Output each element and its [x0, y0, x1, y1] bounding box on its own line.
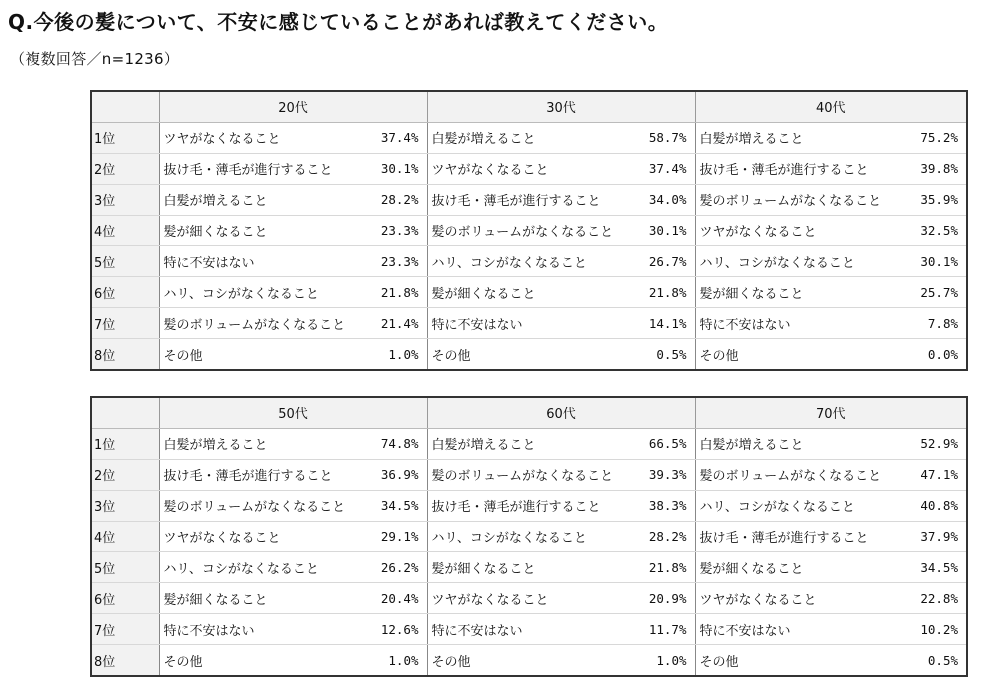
- concern-item: 白髪が増えること: [159, 184, 364, 215]
- table-row: [91, 428, 967, 459]
- concern-item: 抜け毛・薄毛が進行すること: [695, 521, 900, 552]
- concern-item: 髪のボリュームがなくなること: [159, 308, 364, 339]
- concern-percentage: 30.1%: [632, 215, 695, 246]
- concern-item: その他: [159, 645, 364, 676]
- concern-item: 髪が細くなること: [427, 552, 632, 583]
- table-row: [91, 184, 967, 215]
- concern-percentage: 66.5%: [632, 428, 695, 459]
- table-row: [91, 645, 967, 676]
- concern-percentage: 21.4%: [364, 308, 427, 339]
- concern-item: ハリ、コシがなくなること: [159, 277, 364, 308]
- concern-percentage: 1.0%: [388, 652, 419, 668]
- table-row: [91, 490, 967, 521]
- concern-item: ツヤがなくなること: [159, 122, 364, 153]
- concern-percentage: 34.0%: [632, 184, 695, 215]
- concern-percentage: 21.8%: [632, 552, 695, 583]
- rank-label: 3位: [91, 490, 159, 521]
- rank-label: 7位: [91, 308, 159, 339]
- table-row: [91, 277, 967, 308]
- rank-label: 4位: [91, 215, 159, 246]
- concern-percentage: 1.0%: [388, 346, 419, 362]
- concern-item: 白髪が増えること: [427, 428, 632, 459]
- concern-item: 白髪が増えること: [159, 428, 364, 459]
- concern-percentage: 75.2%: [900, 122, 967, 153]
- concern-item: ツヤがなくなること: [427, 153, 632, 184]
- rank-label: 5位: [91, 552, 159, 583]
- concern-item: 白髪が増えること: [695, 122, 900, 153]
- header-corner: [91, 91, 159, 122]
- table-row: [91, 552, 967, 583]
- concern-item: ツヤがなくなること: [695, 215, 900, 246]
- concern-percentage: 26.2%: [364, 552, 427, 583]
- concern-percentage: 0.5%: [656, 346, 687, 362]
- concern-item: 髪が細くなること: [159, 215, 364, 246]
- age-group-header: 40代: [695, 91, 967, 122]
- concern-percentage: 22.8%: [900, 583, 967, 614]
- concern-item: 髪のボリュームがなくなること: [695, 184, 900, 215]
- age-group-header: 30代: [427, 91, 695, 122]
- rank-label: 1位: [91, 122, 159, 153]
- concern-percentage: 35.9%: [900, 184, 967, 215]
- concern-percentage: 39.8%: [900, 153, 967, 184]
- table-row: [91, 122, 967, 153]
- concern-percentage: 0.5%: [927, 652, 958, 668]
- rank-label: 6位: [91, 583, 159, 614]
- table-row: [91, 246, 967, 277]
- concern-percentage: 29.1%: [364, 521, 427, 552]
- concern-percentage: 0.0%: [927, 346, 958, 362]
- concern-item: 髪のボリュームがなくなること: [427, 215, 632, 246]
- concern-item: 抜け毛・薄毛が進行すること: [695, 153, 900, 184]
- concern-item: ツヤがなくなること: [427, 583, 632, 614]
- question-subtitle: （複数回答／n=1236）: [10, 50, 180, 68]
- concern-percentage: 25.7%: [900, 277, 967, 308]
- concern-percentage: 74.8%: [364, 428, 427, 459]
- concern-item: ハリ、コシがなくなること: [427, 521, 632, 552]
- ranking-table-50s-70s: [90, 396, 968, 677]
- concern-item: その他: [695, 339, 900, 370]
- concern-item: 髪のボリュームがなくなること: [427, 459, 632, 490]
- concern-item: その他: [427, 645, 632, 676]
- concern-item: ハリ、コシがなくなること: [695, 246, 900, 277]
- table-row: [91, 583, 967, 614]
- concern-percentage: 20.9%: [632, 583, 695, 614]
- header-row: [91, 397, 967, 428]
- table-row: [91, 339, 967, 370]
- concern-item: 特に不安はない: [427, 308, 632, 339]
- rank-label: 2位: [91, 153, 159, 184]
- rank-label: 6位: [91, 277, 159, 308]
- concern-percentage: 11.7%: [632, 614, 695, 645]
- age-group-header: 20代: [159, 91, 427, 122]
- concern-percentage: 23.3%: [364, 215, 427, 246]
- concern-item: 抜け毛・薄毛が進行すること: [159, 153, 364, 184]
- concern-item: 抜け毛・薄毛が進行すること: [427, 184, 632, 215]
- concern-percentage: 38.3%: [632, 490, 695, 521]
- concern-percentage: 26.7%: [632, 246, 695, 277]
- age-group-header: 50代: [159, 397, 427, 428]
- rank-label: 2位: [91, 459, 159, 490]
- rank-label: 4位: [91, 521, 159, 552]
- concern-item: 特に不安はない: [427, 614, 632, 645]
- header-row: [91, 91, 967, 122]
- concern-item: 特に不安はない: [695, 308, 900, 339]
- concern-percentage: 37.4%: [364, 122, 427, 153]
- concern-percentage: 40.8%: [900, 490, 967, 521]
- concern-percentage: 32.5%: [900, 215, 967, 246]
- concern-percentage: 30.1%: [900, 246, 967, 277]
- concern-percentage: 30.1%: [364, 153, 427, 184]
- table-row: [91, 215, 967, 246]
- concern-percentage: 37.9%: [900, 521, 967, 552]
- table-row: [91, 614, 967, 645]
- concern-percentage: 52.9%: [900, 428, 967, 459]
- table-row: [91, 521, 967, 552]
- concern-percentage: 58.7%: [632, 122, 695, 153]
- question-title: Q.今後の髪について、不安に感じていることがあれば教えてください。: [8, 10, 669, 34]
- rank-label: 5位: [91, 246, 159, 277]
- concern-item: 特に不安はない: [159, 246, 364, 277]
- concern-item: 髪のボリュームがなくなること: [159, 490, 364, 521]
- concern-percentage: 28.2%: [632, 521, 695, 552]
- concern-item: 抜け毛・薄毛が進行すること: [427, 490, 632, 521]
- concern-item: ハリ、コシがなくなること: [159, 552, 364, 583]
- concern-item: 髪が細くなること: [695, 277, 900, 308]
- concern-percentage: 20.4%: [364, 583, 427, 614]
- header-corner: [91, 397, 159, 428]
- concern-item: その他: [695, 645, 900, 676]
- concern-item: ツヤがなくなること: [695, 583, 900, 614]
- concern-percentage: 14.1%: [632, 308, 695, 339]
- ranking-table-20s-40s: [90, 90, 968, 371]
- concern-percentage: 37.4%: [632, 153, 695, 184]
- concern-item: 髪が細くなること: [427, 277, 632, 308]
- rank-label: 7位: [91, 614, 159, 645]
- rank-label: 1位: [91, 428, 159, 459]
- table-row: [91, 308, 967, 339]
- concern-percentage: 28.2%: [364, 184, 427, 215]
- concern-item: 髪のボリュームがなくなること: [695, 459, 900, 490]
- concern-percentage: 1.0%: [656, 652, 687, 668]
- rank-label: 8位: [91, 645, 159, 676]
- concern-item: ハリ、コシがなくなること: [427, 246, 632, 277]
- concern-item: その他: [427, 339, 632, 370]
- concern-percentage: 36.9%: [364, 459, 427, 490]
- concern-percentage: 34.5%: [364, 490, 427, 521]
- concern-percentage: 10.2%: [900, 614, 967, 645]
- concern-item: 抜け毛・薄毛が進行すること: [159, 459, 364, 490]
- table-row: [91, 153, 967, 184]
- concern-item: 髪が細くなること: [695, 552, 900, 583]
- concern-percentage: 34.5%: [900, 552, 967, 583]
- concern-item: 白髪が増えること: [695, 428, 900, 459]
- concern-item: 髪が細くなること: [159, 583, 364, 614]
- concern-percentage: 23.3%: [364, 246, 427, 277]
- concern-percentage: 47.1%: [900, 459, 967, 490]
- concern-item: ハリ、コシがなくなること: [695, 490, 900, 521]
- table-row: [91, 459, 967, 490]
- concern-item: 特に不安はない: [695, 614, 900, 645]
- concern-percentage: 21.8%: [364, 277, 427, 308]
- concern-percentage: 39.3%: [632, 459, 695, 490]
- concern-percentage: 21.8%: [632, 277, 695, 308]
- concern-percentage: 7.8%: [900, 308, 967, 339]
- concern-item: 特に不安はない: [159, 614, 364, 645]
- rank-label: 8位: [91, 339, 159, 370]
- age-group-header: 70代: [695, 397, 967, 428]
- concern-percentage: 12.6%: [364, 614, 427, 645]
- rank-label: 3位: [91, 184, 159, 215]
- age-group-header: 60代: [427, 397, 695, 428]
- concern-item: 白髪が増えること: [427, 122, 632, 153]
- concern-item: その他: [159, 339, 364, 370]
- concern-item: ツヤがなくなること: [159, 521, 364, 552]
